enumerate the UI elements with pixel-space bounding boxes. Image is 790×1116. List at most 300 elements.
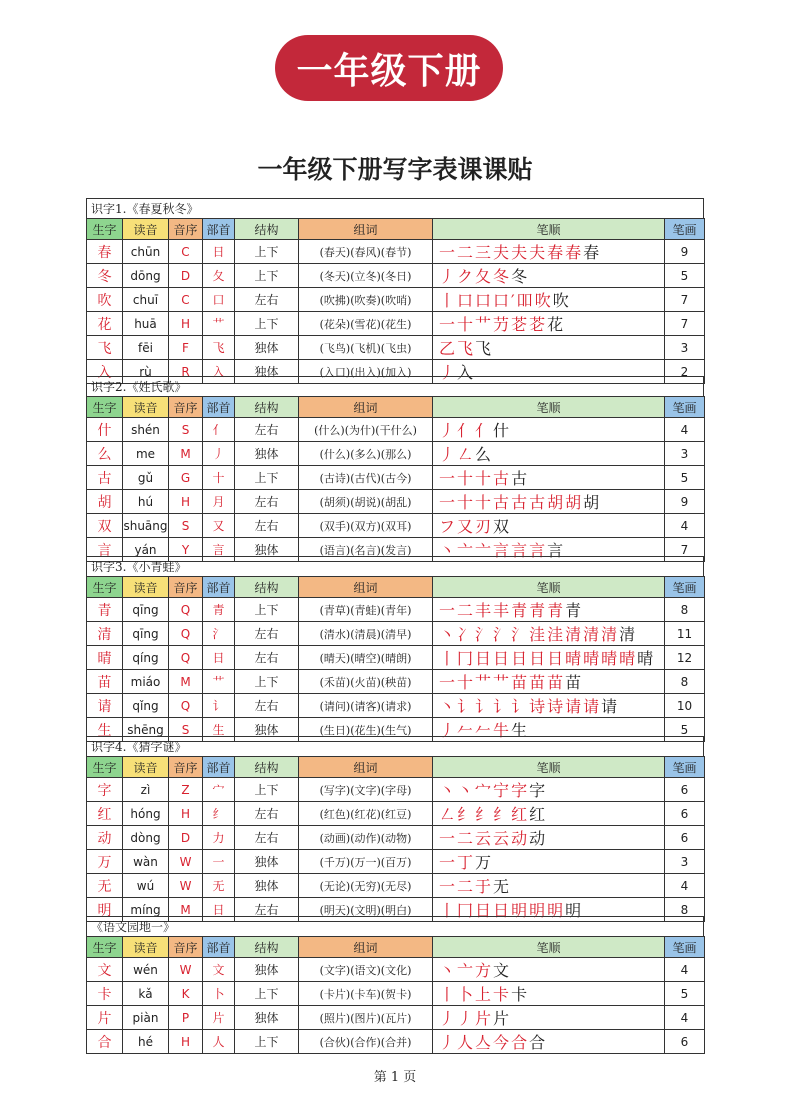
cell-character: 请	[87, 694, 123, 718]
cell-radical: 无	[203, 874, 235, 898]
stroke-step: 一	[439, 853, 458, 872]
stroke-step: 丿	[439, 267, 458, 286]
stroke-step: 万	[475, 853, 494, 872]
cell-pinyin: shuāng	[123, 514, 169, 538]
cell-stroke-count: 10	[665, 694, 705, 718]
cell-stroke-order	[433, 850, 665, 874]
cell-radical: 纟	[203, 802, 235, 826]
character-table	[86, 218, 705, 384]
header-pinyin: 读音	[123, 577, 169, 598]
cell-stroke-count: 5	[665, 718, 705, 742]
cell-words: (花朵)(雪花)(花生)	[299, 312, 433, 336]
stroke-step: 晴	[565, 649, 584, 668]
cell-words: (晴天)(晴空)(晴朗)	[299, 646, 433, 670]
stroke-step: 十	[457, 315, 476, 334]
stroke-step: 动	[511, 829, 530, 848]
stroke-step: 言	[511, 541, 530, 560]
header-structure: 结构	[235, 757, 299, 778]
stroke-step: 么	[475, 445, 494, 464]
stroke-step: 口′	[493, 291, 517, 310]
cell-stroke-count: 12	[665, 646, 705, 670]
cell-pinyin: hóng	[123, 802, 169, 826]
section-2	[86, 376, 704, 562]
stroke-step: 冂	[457, 649, 476, 668]
table-row	[87, 646, 705, 670]
cell-stroke-count: 4	[665, 958, 705, 982]
stroke-step: 纟	[493, 805, 512, 824]
cell-initial: K	[169, 982, 203, 1006]
stroke-step: 动	[529, 829, 548, 848]
stroke-step: 日	[511, 649, 530, 668]
stroke-step: 纟	[475, 805, 494, 824]
stroke-step: 日	[529, 649, 548, 668]
cell-pinyin: fēi	[123, 336, 169, 360]
header-count: 笔画	[665, 937, 705, 958]
cell-radical: 口	[203, 288, 235, 312]
cell-stroke-count: 7	[665, 288, 705, 312]
cell-words: (千万)(万一)(百万)	[299, 850, 433, 874]
header-radical: 部首	[203, 219, 235, 240]
cell-initial: W	[169, 874, 203, 898]
cell-initial: F	[169, 336, 203, 360]
stroke-step: 讠	[493, 697, 512, 716]
section-heading: 《语文园地一》	[86, 916, 704, 936]
stroke-step: 丰	[475, 601, 494, 620]
header-strokes: 笔顺	[433, 937, 665, 958]
stroke-step: 洼	[547, 625, 566, 644]
stroke-step: 合	[511, 1033, 530, 1052]
cell-character: 青	[87, 598, 123, 622]
cell-structure: 左右	[235, 802, 299, 826]
cell-stroke-order	[433, 288, 665, 312]
header-words: 组词	[299, 577, 433, 598]
table-row	[87, 466, 705, 490]
table-header-row	[87, 757, 705, 778]
cell-stroke-count: 9	[665, 240, 705, 264]
stroke-step: 吅	[516, 291, 535, 310]
stroke-step: 言	[547, 541, 566, 560]
cell-initial: W	[169, 958, 203, 982]
stroke-step: 十	[457, 493, 476, 512]
cell-initial: D	[169, 264, 203, 288]
cell-character: 什	[87, 418, 123, 442]
stroke-step: 吹	[534, 291, 553, 310]
header-words: 组词	[299, 219, 433, 240]
cell-structure: 独体	[235, 958, 299, 982]
cell-stroke-count: 6	[665, 802, 705, 826]
cell-radical: 入	[203, 360, 235, 384]
header-words: 组词	[299, 757, 433, 778]
stroke-step: 日	[475, 649, 494, 668]
cell-structure: 左右	[235, 288, 299, 312]
stroke-step: 宁	[493, 781, 512, 800]
header-count: 笔画	[665, 757, 705, 778]
header-char: 生字	[87, 937, 123, 958]
cell-pinyin: shēng	[123, 718, 169, 742]
cell-radical: 言	[203, 538, 235, 562]
stroke-step: 一	[439, 601, 458, 620]
cell-structure: 独体	[235, 360, 299, 384]
cell-stroke-order	[433, 514, 665, 538]
table-row	[87, 982, 705, 1006]
stroke-step: 丶	[439, 541, 458, 560]
cell-words: (胡须)(胡说)(胡乱)	[299, 490, 433, 514]
cell-character: 花	[87, 312, 123, 336]
cell-radical: 一	[203, 850, 235, 874]
cell-stroke-count: 2	[665, 360, 705, 384]
stroke-step: 氵	[511, 625, 530, 644]
section-heading: 识字4.《猜字谜》	[86, 736, 704, 756]
cell-radical: 艹	[203, 670, 235, 694]
stroke-step: 合	[529, 1033, 548, 1052]
cell-character: 吹	[87, 288, 123, 312]
cell-character: 万	[87, 850, 123, 874]
cell-pinyin: qīng	[123, 598, 169, 622]
cell-stroke-order	[433, 598, 665, 622]
stroke-step: 清	[565, 625, 584, 644]
cell-structure: 左右	[235, 514, 299, 538]
cell-structure: 上下	[235, 982, 299, 1006]
cell-radical: 宀	[203, 778, 235, 802]
section-heading: 识字1.《春夏秋冬》	[86, 198, 704, 218]
header-pinyin: 读音	[123, 219, 169, 240]
stroke-step: 丨	[439, 291, 458, 310]
header-pinyin: 读音	[123, 937, 169, 958]
cell-words: (古诗)(古代)(古今)	[299, 466, 433, 490]
cell-structure: 上下	[235, 240, 299, 264]
header-words: 组词	[299, 397, 433, 418]
stroke-step: 𠂉	[457, 721, 476, 740]
cell-structure: 上下	[235, 778, 299, 802]
stroke-step: 丨	[439, 649, 458, 668]
cell-radical: 日	[203, 898, 235, 922]
stroke-step: 十	[457, 673, 476, 692]
stroke-step: 红	[511, 805, 530, 824]
grade-badge: 一年级下册	[275, 35, 503, 101]
stroke-step: 字	[511, 781, 530, 800]
cell-structure: 独体	[235, 442, 299, 466]
cell-character: 字	[87, 778, 123, 802]
section-heading: 识字2.《姓氏歌》	[86, 376, 704, 396]
cell-pinyin: qīng	[123, 622, 169, 646]
cell-words: (红色)(红花)(红豆)	[299, 802, 433, 826]
header-radical: 部首	[203, 757, 235, 778]
stroke-step: 一	[439, 673, 458, 692]
stroke-step: 请	[601, 697, 620, 716]
cell-character: 双	[87, 514, 123, 538]
cell-stroke-order	[433, 490, 665, 514]
stroke-step: 丿	[439, 445, 458, 464]
stroke-step: 日	[475, 901, 494, 920]
header-pinyin: 读音	[123, 397, 169, 418]
cell-words: (禾苗)(火苗)(秧苗)	[299, 670, 433, 694]
stroke-step: 春	[565, 243, 584, 262]
stroke-step: 胡	[565, 493, 584, 512]
cell-stroke-count: 5	[665, 466, 705, 490]
table-row	[87, 598, 705, 622]
cell-character: 生	[87, 718, 123, 742]
page-number	[0, 1066, 790, 1085]
stroke-step: 苗	[529, 673, 548, 692]
cell-words: (什么)(多么)(那么)	[299, 442, 433, 466]
cell-initial: Q	[169, 598, 203, 622]
cell-stroke-order	[433, 874, 665, 898]
stroke-step: 晴	[583, 649, 602, 668]
cell-stroke-order	[433, 646, 665, 670]
cell-radical: 飞	[203, 336, 235, 360]
section-5	[86, 916, 704, 1054]
stroke-step: 丶	[457, 781, 476, 800]
cell-initial: M	[169, 898, 203, 922]
cell-initial: D	[169, 826, 203, 850]
cell-stroke-order	[433, 240, 665, 264]
cell-structure: 左右	[235, 418, 299, 442]
stroke-step: 文	[493, 961, 512, 980]
cell-radical: 丿	[203, 442, 235, 466]
table-row	[87, 240, 705, 264]
stroke-step: ㇜	[457, 445, 476, 464]
header-radical: 部首	[203, 937, 235, 958]
stroke-step: 二	[457, 601, 476, 620]
stroke-step: 丨	[439, 901, 458, 920]
stroke-step: 古	[493, 469, 512, 488]
stroke-step: 于	[475, 877, 494, 896]
cell-character: 胡	[87, 490, 123, 514]
cell-initial: Q	[169, 694, 203, 718]
stroke-step: 丨	[439, 985, 458, 1004]
cell-structure: 上下	[235, 466, 299, 490]
cell-structure: 独体	[235, 874, 299, 898]
stroke-step: 明	[511, 901, 530, 920]
stroke-step: 青	[565, 601, 584, 620]
cell-radical: 氵	[203, 622, 235, 646]
cell-words: (动画)(动作)(动物)	[299, 826, 433, 850]
cell-structure: 上下	[235, 1030, 299, 1054]
stroke-step: 亠	[457, 541, 476, 560]
stroke-step: 云	[493, 829, 512, 848]
header-count: 笔画	[665, 397, 705, 418]
stroke-step: 飞	[475, 339, 494, 358]
cell-stroke-count: 3	[665, 442, 705, 466]
header-radical: 部首	[203, 577, 235, 598]
cell-stroke-order	[433, 694, 665, 718]
stroke-step: 口	[457, 291, 476, 310]
stroke-step: 吹	[552, 291, 571, 310]
cell-initial: H	[169, 312, 203, 336]
cell-words: (吹拂)(吹奏)(吹哨)	[299, 288, 433, 312]
stroke-step: 亼	[475, 1033, 494, 1052]
header-radical: 部首	[203, 397, 235, 418]
cell-stroke-count: 4	[665, 514, 705, 538]
stroke-step: 生	[511, 721, 530, 740]
stroke-step: 红	[529, 805, 548, 824]
cell-stroke-count: 7	[665, 538, 705, 562]
stroke-step: 丶	[439, 625, 458, 644]
table-row	[87, 288, 705, 312]
stroke-step: 晴	[637, 649, 656, 668]
stroke-step: 二	[457, 829, 476, 848]
cell-pinyin: hú	[123, 490, 169, 514]
cell-structure: 左右	[235, 490, 299, 514]
cell-structure: 上下	[235, 312, 299, 336]
cell-pinyin: piàn	[123, 1006, 169, 1030]
stroke-step: 人	[457, 1033, 476, 1052]
header-strokes: 笔顺	[433, 219, 665, 240]
stroke-step: 字	[529, 781, 548, 800]
stroke-step: フ	[439, 517, 458, 536]
cell-stroke-count: 8	[665, 670, 705, 694]
cell-stroke-order	[433, 336, 665, 360]
cell-initial: Y	[169, 538, 203, 562]
stroke-step: 丿	[439, 421, 458, 440]
cell-pinyin: rù	[123, 360, 169, 384]
cell-stroke-order	[433, 958, 665, 982]
cell-pinyin: wàn	[123, 850, 169, 874]
stroke-step: 牛	[493, 721, 512, 740]
cell-stroke-order	[433, 466, 665, 490]
cell-pinyin: zì	[123, 778, 169, 802]
table-row	[87, 336, 705, 360]
stroke-step: 夫	[493, 243, 512, 262]
cell-stroke-order	[433, 312, 665, 336]
cell-structure: 独体	[235, 1006, 299, 1030]
stroke-step: 冬	[493, 267, 512, 286]
cell-words: (语言)(名言)(发言)	[299, 538, 433, 562]
header-order: 音序	[169, 757, 203, 778]
page-title: 一年级下册写字表课课贴	[257, 155, 533, 184]
table-row	[87, 264, 705, 288]
table-row	[87, 670, 705, 694]
stroke-step: 一	[439, 469, 458, 488]
table-row	[87, 442, 705, 466]
header-strokes: 笔顺	[433, 397, 665, 418]
cell-stroke-order	[433, 778, 665, 802]
stroke-step: 丁	[457, 853, 476, 872]
cell-character: 红	[87, 802, 123, 826]
cell-pinyin: wú	[123, 874, 169, 898]
cell-words: (飞鸟)(飞机)(飞虫)	[299, 336, 433, 360]
stroke-step: 日	[547, 649, 566, 668]
cell-words: (入口)(出入)(加入)	[299, 360, 433, 384]
cell-stroke-order	[433, 670, 665, 694]
cell-structure: 左右	[235, 826, 299, 850]
header-count: 笔画	[665, 577, 705, 598]
stroke-step: 春	[547, 243, 566, 262]
cell-character: 明	[87, 898, 123, 922]
stroke-step: 艹	[493, 673, 512, 692]
table-header-row	[87, 937, 705, 958]
stroke-step: 古	[529, 493, 548, 512]
header-structure: 结构	[235, 577, 299, 598]
stroke-step: 芲	[511, 315, 530, 334]
cell-radical: 片	[203, 1006, 235, 1030]
stroke-step: 苗	[565, 673, 584, 692]
cell-pinyin: me	[123, 442, 169, 466]
cell-words: (写字)(文字)(字母)	[299, 778, 433, 802]
character-table	[86, 576, 705, 742]
stroke-step: 冂	[457, 901, 476, 920]
stroke-step: 青	[529, 601, 548, 620]
stroke-step: ク	[457, 267, 476, 286]
cell-radical: 日	[203, 240, 235, 264]
cell-character: 飞	[87, 336, 123, 360]
cell-pinyin: hé	[123, 1030, 169, 1054]
cell-initial: Q	[169, 622, 203, 646]
section-4	[86, 736, 704, 922]
stroke-step: 古	[511, 493, 530, 512]
stroke-step: 片	[475, 1009, 494, 1028]
cell-words: (合伙)(合作)(合并)	[299, 1030, 433, 1054]
stroke-step: 讠	[511, 697, 530, 716]
cell-structure: 独体	[235, 336, 299, 360]
stroke-step: 丿	[439, 363, 458, 382]
stroke-step: 花	[547, 315, 566, 334]
cell-words: (冬天)(立冬)(冬日)	[299, 264, 433, 288]
cell-character: 么	[87, 442, 123, 466]
header-structure: 结构	[235, 397, 299, 418]
cell-stroke-order	[433, 264, 665, 288]
cell-pinyin: chuī	[123, 288, 169, 312]
stroke-step: 丿	[457, 1009, 476, 1028]
header-order: 音序	[169, 937, 203, 958]
stroke-step: 明	[547, 901, 566, 920]
cell-character: 苗	[87, 670, 123, 694]
cell-words: (卡片)(卡车)(贺卡)	[299, 982, 433, 1006]
cell-stroke-count: 3	[665, 336, 705, 360]
cell-character: 合	[87, 1030, 123, 1054]
stroke-step: 诗	[529, 697, 548, 716]
cell-stroke-count: 8	[665, 598, 705, 622]
cell-stroke-count: 9	[665, 490, 705, 514]
cell-structure: 左右	[235, 898, 299, 922]
table-row	[87, 874, 705, 898]
cell-words: (什么)(为什)(干什么)	[299, 418, 433, 442]
cell-initial: S	[169, 514, 203, 538]
stroke-step: 丿	[439, 1033, 458, 1052]
cell-words: (双手)(双方)(双耳)	[299, 514, 433, 538]
cell-stroke-count: 8	[665, 898, 705, 922]
stroke-step: 清	[583, 625, 602, 644]
header-words: 组词	[299, 937, 433, 958]
cell-pinyin: dōng	[123, 264, 169, 288]
stroke-step: 夂	[475, 267, 494, 286]
cell-words: (无论)(无穷)(无尽)	[299, 874, 433, 898]
cell-initial: H	[169, 802, 203, 826]
stroke-step: 十	[475, 469, 494, 488]
cell-structure: 左右	[235, 694, 299, 718]
cell-initial: C	[169, 288, 203, 312]
character-table	[86, 756, 705, 922]
header-pinyin: 读音	[123, 757, 169, 778]
stroke-step: 苗	[547, 673, 566, 692]
cell-pinyin: míng	[123, 898, 169, 922]
page-prefix: 第	[373, 1070, 387, 1085]
page-suffix: 页	[403, 1070, 417, 1085]
cell-radical: 文	[203, 958, 235, 982]
cell-radical: 艹	[203, 312, 235, 336]
stroke-step: 日	[493, 901, 512, 920]
stroke-step: 明	[565, 901, 584, 920]
stroke-step: 艹	[475, 315, 494, 334]
stroke-step: 宀	[475, 781, 494, 800]
stroke-step: 卡	[511, 985, 530, 1004]
stroke-step: 一	[439, 315, 458, 334]
character-table	[86, 936, 705, 1054]
table-row	[87, 778, 705, 802]
cell-character: 动	[87, 826, 123, 850]
cell-stroke-count: 4	[665, 418, 705, 442]
stroke-step: 二	[457, 243, 476, 262]
